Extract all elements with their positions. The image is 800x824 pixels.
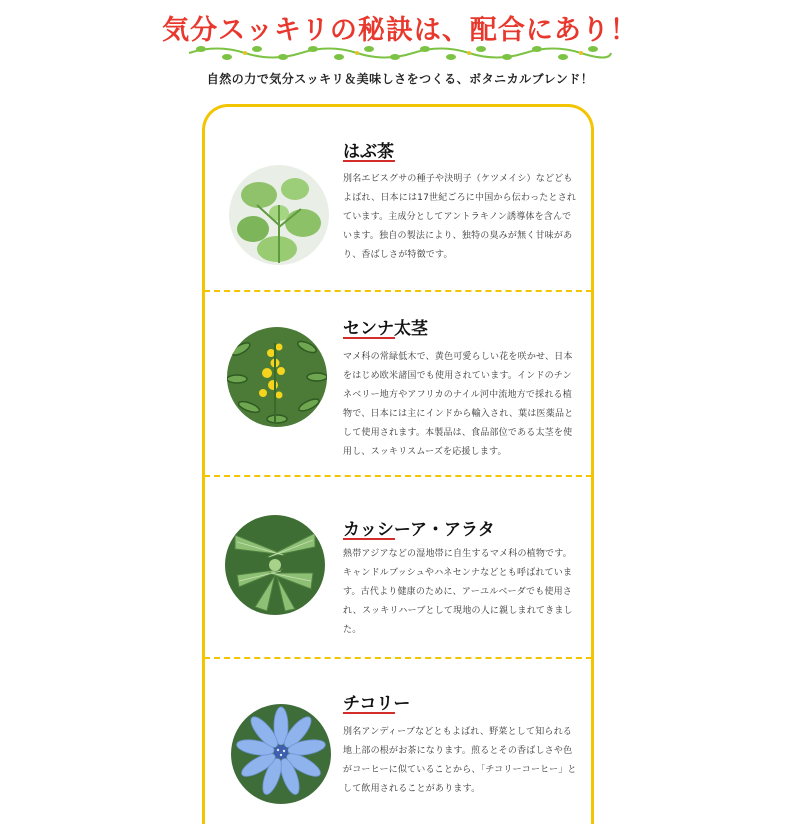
botanical-item-senna <box>205 292 591 475</box>
name-underline <box>343 160 395 162</box>
botanical-item-chicory <box>205 659 591 800</box>
headline: 気分スッキリの秘訣は、配合にあり！ <box>162 15 638 46</box>
subheadline: 自然の力で気分スッキリ＆美味しさをつくる、ボタニカルブレンド！ <box>206 72 594 86</box>
botanical-name: チコリー <box>343 694 411 714</box>
botanical-description: 別名アンディーブなどともよばれ、野菜として知られる地上部の根がお茶になります。煎るとその香ばしさや色がコーヒーに似ていることから、「チコリーコーヒー」として飲用されることがあります。 <box>343 727 577 794</box>
name-underline <box>343 538 395 540</box>
botanical-name: はぶ茶 <box>343 142 394 162</box>
botanical-description: 熱帯アジアなどの湿地帯に自生するマメ科の植物です。キャンドルブッシュやハネセンナなどとも呼ばれています。古代より健康のために、アーユルベーダでも使用され、スッキリハーブとして現地の人に親しまれてきました。 <box>343 549 573 635</box>
botanical-name: カッシーア・アラタ <box>343 520 495 540</box>
botanical-item-cassia <box>205 477 591 657</box>
botanical-item-habu <box>205 110 591 290</box>
habu-leaves-photo <box>229 165 329 265</box>
name-underline <box>343 337 395 339</box>
botanical-description: マメ科の常緑低木で、黄色可愛らしい花を咲かせ、日本をはじめ欧米諸国でも使用されています。インドのチンネベリー地方やアフリカのナイル河中流地方で採れる植物で、日本には主にインドから輸入され、葉は医薬品として使用されます。本製品は、食品部位である太茎を使用し、スッキリスムーズを応援します。 <box>343 352 574 457</box>
cassia-leaves-photo <box>225 515 325 615</box>
botanical-description: 別名エビスグサの種子や決明子（ケツメイシ）などどもよばれ、日本には17世紀ごろに中国から伝わったとされています。主成分としてアントラキノン誘導体を含んでいます。独自の製法により、独特の臭みが無く甘味があり、香ばしさが特徴です。 <box>343 174 577 260</box>
botanical-name: センナ太茎 <box>343 319 428 339</box>
vine-divider-icon <box>187 44 613 62</box>
senna-flower-photo <box>227 327 327 427</box>
name-underline <box>343 712 395 714</box>
chicory-flower-photo <box>231 704 331 804</box>
